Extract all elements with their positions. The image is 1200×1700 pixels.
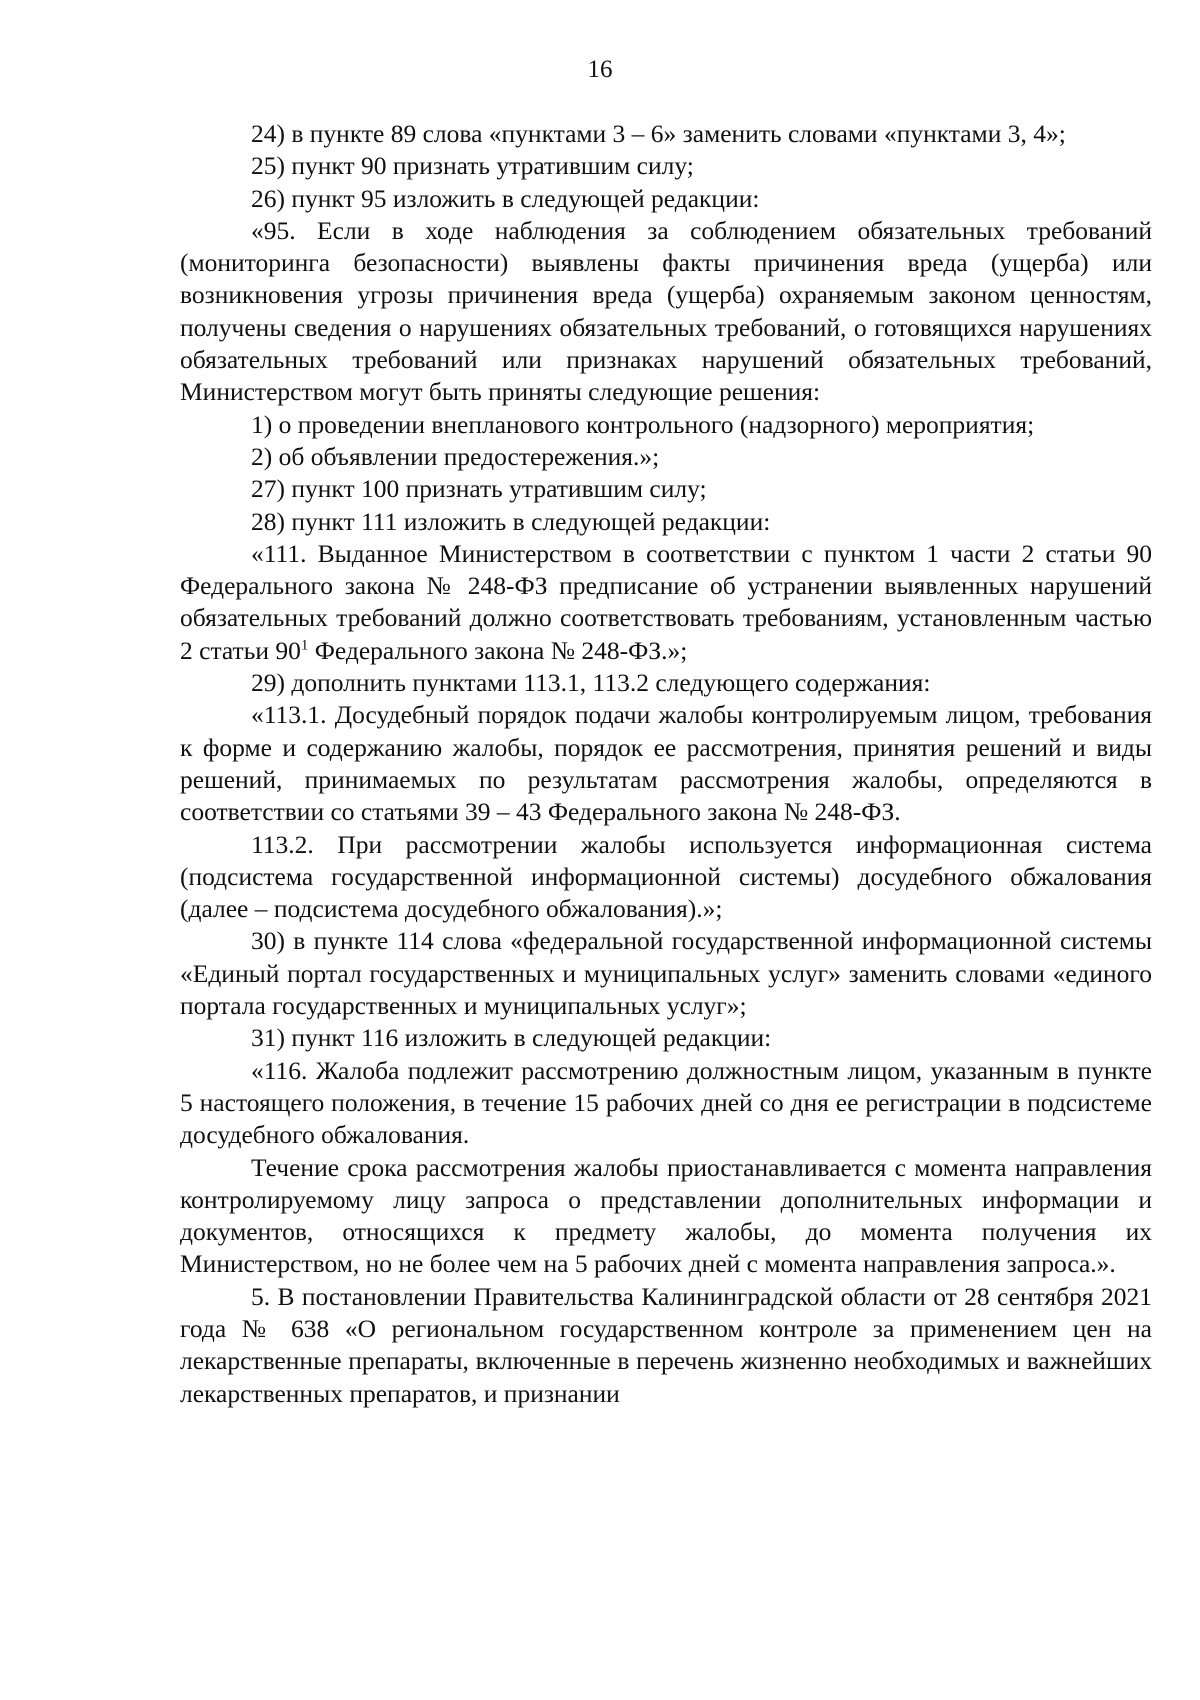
paragraph-item-28: 28) пункт 111 изложить в следующей редакции: [251, 506, 771, 536]
paragraph-item-27: 27) пункт 100 признать утратившим силу; [251, 474, 707, 504]
document-body [180, 118, 1152, 1410]
superscript-marker: 1 [300, 637, 309, 654]
paragraph-item-29: 29) дополнить пунктами 113.1, 113.2 следующего содержания: [251, 668, 931, 698]
paragraph-clause-95: «95. Если в ходе наблюдения за соблюдением обязательных требований (мониторинга безопасности) выявлены факты причинения вреда (ущерба) или возникновения угрозы причинения вреда (ущерба) охраняемым законом ценностям, получены сведения о нарушениях обязательных требований, о готовящихся нарушениях обязательных требований или признаках нарушений обязательных требований, Министерством могут быть приняты следующие решения: [180, 215, 1152, 407]
paragraph-item-26: 26) пункт 95 изложить в следующей редакции: [251, 183, 760, 213]
paragraph-clause-116: «116. Жалоба подлежит рассмотрению должностным лицом, указанным в пункте 5 настоящего положения, в течение 15 рабочих дней со дня ее регистрации в подсистеме досудебного обжалования. [180, 1055, 1152, 1150]
paragraph-clause-111 [180, 538, 1152, 667]
paragraph-clause-116-continued: Течение срока рассмотрения жалобы приостанавливается с момента направления контролируемому лицу запроса о представлении дополнительных информации и документов, относящихся к предмету жалобы, до момента получения их Министерством, но не более чем на 5 рабочих дней с момента направления запроса.». [180, 1152, 1152, 1279]
paragraph-clause-113-2: 113.2. При рассмотрении жалобы используется информационная система (подсистема государственной информационной системы) досудебного обжалования (далее – подсистема досудебного обжалования).»; [180, 829, 1152, 924]
paragraph-item-31: 31) пункт 116 изложить в следующей редакции: [251, 1023, 772, 1053]
paragraph-item-24: 24) в пункте 89 слова «пунктами 3 – 6» заменить словами «пунктами 3, 4»; [251, 119, 1066, 148]
paragraph-section-5: 5. В постановлении Правительства Калининградской области от 28 сентября 2021 года № 638 «О региональном государственном контроле за применением цен на лекарственные препараты, включенные в перечень жизненно необходимых и важнейших лекарственных препаратов, и признании [180, 1281, 1152, 1408]
clause-111-text-after: Федерального закона № 248-ФЗ.»; [308, 635, 688, 665]
paragraph-clause-113-1: «113.1. Досудебный порядок подачи жалобы контролируемым лицом, требования к форме и содержанию жалобы, порядок ее рассмотрения, принятия решений и виды решений, принимаемых по результатам рассмотрения жалобы, определяются в соответствии со статьями 39 – 43 Федерального закона № 248-ФЗ. [180, 700, 1152, 827]
paragraph-clause-95-sub-1: 1) о проведении внепланового контрольного (надзорного) мероприятия; [251, 409, 1035, 439]
page-number: 16 [587, 56, 613, 83]
clause-111-text-before: «111. Выданное Министерством в соответствии с пунктом 1 части 2 статьи 90 Федерального закона № 248-ФЗ предписание об устранении выявленных нарушений обязательных требований должно соответствовать требованиям, установленным частью 2 статьи 90 [180, 538, 1152, 665]
paragraph-item-30: 30) в пункте 114 слова «федеральной государственной информационной системы «Единый портал государственных и муниципальных услуг» заменить словами «единого портала государственных и муниципальных услуг»; [180, 926, 1152, 1021]
paragraph-item-25: 25) пункт 90 признать утратившим силу; [251, 151, 694, 181]
paragraph-clause-95-sub-2: 2) об объявлении предостережения.»; [251, 441, 660, 471]
